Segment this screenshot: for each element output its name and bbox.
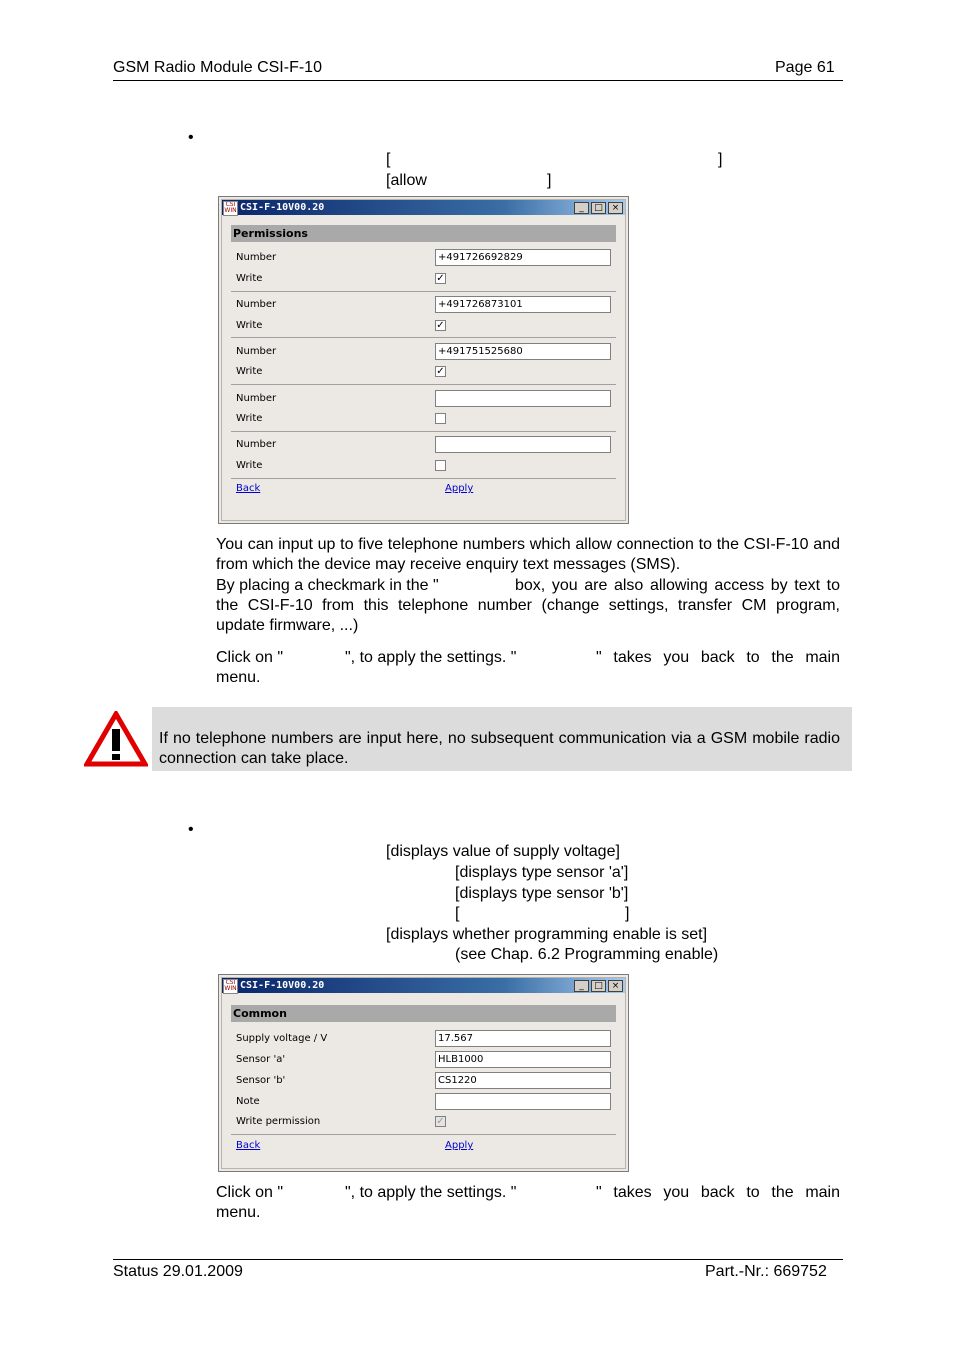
footer-part-number: Part.-Nr.: 669752 (705, 1263, 827, 1280)
number-input-5[interactable] (435, 436, 611, 453)
write-label: Write (236, 460, 263, 471)
para-checkmark-rest: box, you are also allowing access by text to the CSI-F-10 from this telephone number (change settings, transfer CM program, update firmware, ...) (216, 577, 840, 634)
number-label: Number (236, 346, 277, 357)
write-checkbox-3[interactable]: ✓ (436, 366, 445, 377)
write-label: Write (236, 413, 263, 424)
apply-link[interactable]: Apply (445, 483, 474, 494)
permissions-window (218, 196, 629, 524)
write-checkbox-1[interactable]: ✓ (436, 273, 445, 284)
s2-line1: [displays value of supply voltage] (386, 843, 620, 860)
note-label: Note (236, 1096, 260, 1107)
click-text-b: ", to apply the settings. " (345, 649, 517, 666)
divider (231, 431, 616, 432)
section-header-permissions: Permissions (231, 225, 616, 242)
write-permission-label: Write permission (236, 1116, 321, 1127)
para-checkmark-start: By placing a checkmark in the " (216, 577, 439, 594)
write-label: Write (236, 320, 263, 331)
s2-line6: (see Chap. 6.2 Programming enable) (455, 946, 719, 963)
number-label: Number (236, 252, 277, 263)
window-titlebar[interactable] (222, 200, 625, 215)
s2-line3: [displays type sensor 'b'] (455, 885, 629, 902)
write-label: Write (236, 366, 263, 377)
warning-text: If no telephone numbers are input here, no subsequent communication via a GSM mobile radio connection can take place. (159, 730, 840, 767)
divider (231, 337, 616, 338)
number-label: Number (236, 299, 277, 310)
click-text-b: ", to apply the settings. " (345, 1184, 517, 1201)
header-rule (113, 80, 843, 81)
minimize-icon[interactable]: _ (574, 980, 589, 992)
s2-line4-close: ] (625, 905, 630, 922)
click-text-c: " takes you back to the main menu. (216, 649, 840, 686)
number-input-4[interactable] (435, 390, 611, 407)
divider (231, 478, 616, 479)
number-input-3[interactable]: +491751525680 (435, 343, 611, 360)
close-icon[interactable]: × (608, 980, 623, 992)
s1-line2-close: ] (547, 172, 552, 189)
footer-status: Status 29.01.2009 (113, 1263, 243, 1280)
write-checkbox-4[interactable] (435, 413, 446, 424)
maximize-icon[interactable]: □ (591, 202, 606, 214)
warning-icon (84, 711, 148, 767)
click-text-c: " takes you back to the main menu. (216, 1184, 840, 1221)
divider (231, 384, 616, 385)
section-header-common: Common (231, 1005, 616, 1022)
s1-line1-open: [ (386, 151, 391, 168)
s2-line4-open: [ (455, 905, 460, 922)
supply-voltage-label: Supply voltage / V (236, 1033, 328, 1044)
window-titlebar[interactable] (222, 978, 625, 993)
back-link[interactable]: Back (236, 1140, 261, 1151)
bullet-1: • (188, 129, 194, 146)
app-icon: CSI WIN (224, 979, 237, 992)
sensor-a-label: Sensor 'a' (236, 1054, 286, 1065)
app-icon: CSI WIN (224, 201, 237, 214)
minimize-icon[interactable]: _ (574, 202, 589, 214)
s2-line5: [displays whether programming enable is set] (386, 926, 708, 943)
click-text-a: Click on " (216, 1184, 284, 1201)
sensor-a-field[interactable]: HLB1000 (435, 1051, 611, 1068)
divider (231, 291, 616, 292)
page-number: Page 61 (775, 59, 835, 76)
write-checkbox-5[interactable] (435, 460, 446, 471)
write-checkbox-2[interactable]: ✓ (436, 320, 445, 331)
sensor-b-label: Sensor 'b' (236, 1075, 286, 1086)
number-label: Number (236, 439, 277, 450)
sensor-b-field[interactable]: CS1220 (435, 1072, 611, 1089)
click-text-a: Click on " (216, 649, 284, 666)
s1-line2: [allow (386, 172, 427, 189)
divider (231, 1134, 616, 1135)
bullet-2: • (188, 821, 194, 838)
window-title: CSI-F-10V00.20 (240, 202, 325, 213)
write-label: Write (236, 273, 263, 284)
s2-line2: [displays type sensor 'a'] (455, 864, 629, 881)
doc-title: GSM Radio Module CSI-F-10 (113, 59, 322, 76)
supply-voltage-field[interactable]: 17.567 (435, 1030, 611, 1047)
back-link[interactable]: Back (236, 483, 261, 494)
para-numbers: You can input up to five telephone numbers which allow connection to the CSI-F-10 and from which the device may receive enquiry text messages (SMS). (216, 536, 840, 573)
maximize-icon[interactable]: □ (591, 980, 606, 992)
number-input-2[interactable]: +491726873101 (435, 296, 611, 313)
s1-line1-close: ] (718, 151, 723, 168)
write-permission-checkbox[interactable]: ✓ (436, 1116, 445, 1127)
footer-rule (113, 1259, 843, 1260)
apply-link[interactable]: Apply (445, 1140, 474, 1151)
number-label: Number (236, 393, 277, 404)
common-window (218, 974, 629, 1172)
close-icon[interactable]: × (608, 202, 623, 214)
note-field[interactable] (435, 1093, 611, 1110)
window-title: CSI-F-10V00.20 (240, 980, 325, 991)
number-input-1[interactable]: +491726692829 (435, 249, 611, 266)
